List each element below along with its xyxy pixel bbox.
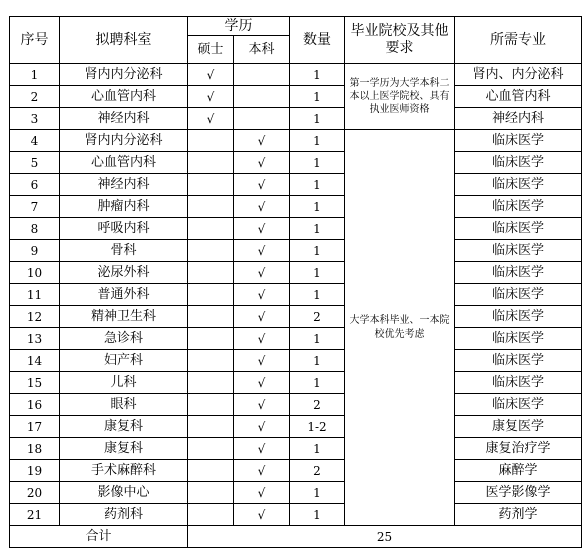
row-major: 临床医学 (455, 196, 582, 218)
row-count: 1 (290, 152, 345, 174)
table-row (10, 108, 582, 130)
row-major: 临床医学 (455, 240, 582, 262)
total-value: 25 (188, 526, 582, 548)
row-major: 临床医学 (455, 130, 582, 152)
row-seq: 10 (10, 262, 60, 284)
row-dept: 心血管内科 (60, 152, 188, 174)
row-master-check (188, 240, 234, 262)
row-dept: 急诊科 (60, 328, 188, 350)
row-bachelor-check: √ (234, 328, 290, 350)
row-seq: 20 (10, 482, 60, 504)
row-bachelor-check: √ (234, 262, 290, 284)
table-row (10, 460, 582, 482)
row-seq: 12 (10, 306, 60, 328)
row-count: 1 (290, 196, 345, 218)
row-major: 临床医学 (455, 372, 582, 394)
row-master-check (188, 328, 234, 350)
row-dept: 肾内内分泌科 (60, 64, 188, 86)
row-major: 临床医学 (455, 174, 582, 196)
row-seq: 5 (10, 152, 60, 174)
row-major: 临床医学 (455, 394, 582, 416)
row-dept: 精神卫生科 (60, 306, 188, 328)
row-major: 临床医学 (455, 328, 582, 350)
row-dept: 手术麻醉科 (60, 460, 188, 482)
master-requirement-note: 第一学历为大学本科二本以上医学院校、具有执业医师资格 (345, 64, 455, 130)
row-bachelor-check: √ (234, 240, 290, 262)
row-seq: 1 (10, 64, 60, 86)
row-seq: 8 (10, 218, 60, 240)
row-major: 麻醉学 (455, 460, 582, 482)
row-seq: 14 (10, 350, 60, 372)
row-seq: 16 (10, 394, 60, 416)
row-master-check (188, 416, 234, 438)
table-row (10, 64, 582, 86)
row-count: 2 (290, 460, 345, 482)
row-bachelor-check: √ (234, 394, 290, 416)
row-master-check (188, 262, 234, 284)
row-dept: 骨科 (60, 240, 188, 262)
row-seq: 7 (10, 196, 60, 218)
row-seq: 9 (10, 240, 60, 262)
row-count: 1 (290, 240, 345, 262)
row-bachelor-check: √ (234, 284, 290, 306)
row-master-check (188, 306, 234, 328)
table-row (10, 262, 582, 284)
table-row (10, 152, 582, 174)
row-bachelor-check: √ (234, 504, 290, 526)
table-row (10, 196, 582, 218)
row-master-check (188, 152, 234, 174)
row-seq: 17 (10, 416, 60, 438)
row-count: 1 (290, 64, 345, 86)
row-bachelor-check: √ (234, 218, 290, 240)
row-master-check (188, 218, 234, 240)
row-master-check (188, 504, 234, 526)
row-bachelor-check: √ (234, 416, 290, 438)
row-major: 心血管内科 (455, 86, 582, 108)
row-bachelor-check (234, 86, 290, 108)
row-bachelor-check: √ (234, 460, 290, 482)
table-row (10, 174, 582, 196)
row-bachelor-check: √ (234, 482, 290, 504)
row-seq: 3 (10, 108, 60, 130)
row-master-check: √ (188, 108, 234, 130)
header-major: 所需专业 (455, 17, 582, 64)
row-dept: 泌尿外科 (60, 262, 188, 284)
row-count: 1 (290, 504, 345, 526)
table-row (10, 350, 582, 372)
row-major: 神经内科 (455, 108, 582, 130)
table-row (10, 284, 582, 306)
row-count: 1 (290, 218, 345, 240)
table-row (10, 130, 582, 152)
header-bachelor: 本科 (234, 36, 290, 64)
row-seq: 4 (10, 130, 60, 152)
row-master-check (188, 350, 234, 372)
row-seq: 21 (10, 504, 60, 526)
row-dept: 康复科 (60, 416, 188, 438)
row-major: 临床医学 (455, 152, 582, 174)
row-dept: 肿瘤内科 (60, 196, 188, 218)
row-major: 临床医学 (455, 218, 582, 240)
row-master-check: √ (188, 64, 234, 86)
row-count: 1 (290, 438, 345, 460)
row-bachelor-check: √ (234, 438, 290, 460)
row-master-check (188, 372, 234, 394)
total-label: 合计 (10, 526, 188, 548)
row-dept: 影像中心 (60, 482, 188, 504)
row-bachelor-check (234, 64, 290, 86)
table-row (10, 394, 582, 416)
row-major: 临床医学 (455, 284, 582, 306)
row-count: 1 (290, 174, 345, 196)
row-dept: 心血管内科 (60, 86, 188, 108)
recruitment-table (9, 16, 582, 548)
row-seq: 19 (10, 460, 60, 482)
table-body (10, 64, 582, 526)
row-master-check (188, 438, 234, 460)
row-master-check (188, 482, 234, 504)
row-seq: 2 (10, 86, 60, 108)
row-count: 1 (290, 328, 345, 350)
row-bachelor-check: √ (234, 306, 290, 328)
row-major: 医学影像学 (455, 482, 582, 504)
row-seq: 13 (10, 328, 60, 350)
header-dept: 拟聘科室 (60, 17, 188, 64)
row-dept: 神经内科 (60, 108, 188, 130)
row-dept: 呼吸内科 (60, 218, 188, 240)
row-major: 肾内、内分泌科 (455, 64, 582, 86)
table-row (10, 240, 582, 262)
row-dept: 普通外科 (60, 284, 188, 306)
row-count: 1-2 (290, 416, 345, 438)
row-master-check (188, 174, 234, 196)
row-master-check: √ (188, 86, 234, 108)
row-bachelor-check: √ (234, 350, 290, 372)
table-row (10, 416, 582, 438)
row-master-check (188, 130, 234, 152)
row-seq: 6 (10, 174, 60, 196)
row-master-check (188, 284, 234, 306)
row-bachelor-check: √ (234, 174, 290, 196)
header-count: 数量 (290, 17, 345, 64)
row-count: 1 (290, 482, 345, 504)
row-bachelor-check: √ (234, 196, 290, 218)
row-count: 1 (290, 262, 345, 284)
row-dept: 神经内科 (60, 174, 188, 196)
table-row (10, 306, 582, 328)
row-dept: 肾内内分泌科 (60, 130, 188, 152)
row-count: 1 (290, 86, 345, 108)
row-major: 临床医学 (455, 350, 582, 372)
row-bachelor-check (234, 108, 290, 130)
table-row (10, 504, 582, 526)
row-master-check (188, 394, 234, 416)
row-dept: 康复科 (60, 438, 188, 460)
table-row (10, 86, 582, 108)
row-major: 康复治疗学 (455, 438, 582, 460)
row-seq: 11 (10, 284, 60, 306)
header-school-req: 毕业院校及其他要求 (345, 17, 455, 64)
table-row (10, 438, 582, 460)
table-row (10, 482, 582, 504)
row-count: 1 (290, 130, 345, 152)
row-count: 1 (290, 108, 345, 130)
row-count: 1 (290, 284, 345, 306)
row-master-check (188, 196, 234, 218)
row-seq: 15 (10, 372, 60, 394)
row-dept: 药剂科 (60, 504, 188, 526)
row-major: 临床医学 (455, 306, 582, 328)
row-major: 临床医学 (455, 262, 582, 284)
row-count: 1 (290, 350, 345, 372)
row-bachelor-check: √ (234, 130, 290, 152)
header-master: 硕士 (188, 36, 234, 64)
row-bachelor-check: √ (234, 152, 290, 174)
table-row (10, 218, 582, 240)
header-education: 学历 (188, 17, 290, 36)
row-seq: 18 (10, 438, 60, 460)
table-row (10, 372, 582, 394)
row-count: 2 (290, 306, 345, 328)
row-major: 康复医学 (455, 416, 582, 438)
row-dept: 眼科 (60, 394, 188, 416)
row-major: 药剂学 (455, 504, 582, 526)
row-bachelor-check: √ (234, 372, 290, 394)
row-count: 1 (290, 372, 345, 394)
row-master-check (188, 460, 234, 482)
bachelor-requirement-note: 大学本科毕业、一本院校优先考虑 (345, 130, 455, 526)
row-dept: 妇产科 (60, 350, 188, 372)
row-dept: 儿科 (60, 372, 188, 394)
row-count: 2 (290, 394, 345, 416)
header-seq: 序号 (10, 17, 60, 64)
table-row (10, 328, 582, 350)
